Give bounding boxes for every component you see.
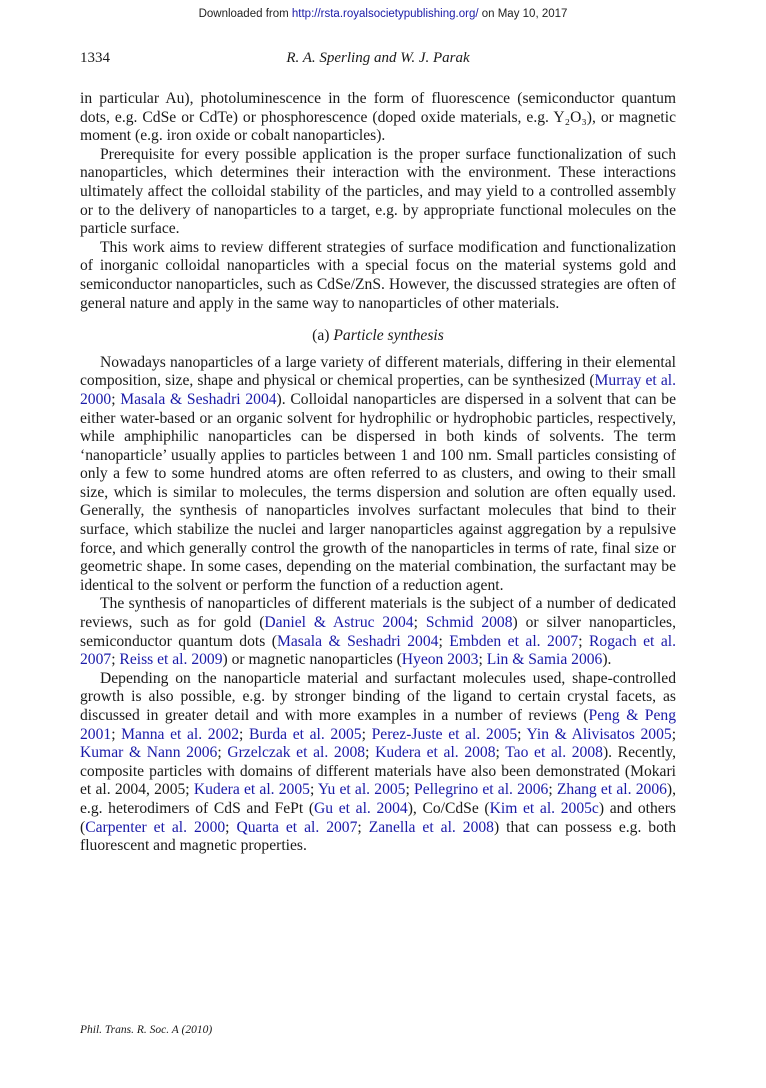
banner-url-link[interactable]: http://rsta.royalsocietypublishing.org/ — [291, 8, 479, 20]
text-run: ; — [357, 818, 369, 836]
text-run: ; — [438, 632, 450, 650]
text-run: ; — [365, 744, 376, 762]
citation-link[interactable]: Zhang et al. 2006 — [556, 781, 667, 799]
text-run: ). Recently, composite particles with domains of different materials have also been demonstrated (Mokari et al. 2004, 2005; — [80, 744, 676, 799]
text-run: ; — [495, 744, 506, 762]
section-label: (a) — [312, 327, 330, 345]
text-run: ; — [405, 781, 415, 799]
paragraph-1: in particular Au), photoluminescence in the form of fluorescence (semiconductor quantum dots, e.g. CdSe or CdTe) or phosphorescence (doped oxide materials, e.g. Y₂O₃), or magnetic moment (e.g. iron oxide or cobalt nanoparticles). — [80, 90, 676, 145]
text-run: ; — [517, 725, 527, 743]
citation-link[interactable]: Pellegrino et al. 2006 — [414, 781, 549, 799]
text-run: ; — [413, 614, 426, 632]
text-run: ). — [602, 651, 612, 669]
citation-link[interactable]: Kudera et al. 2005 — [193, 781, 310, 799]
page-number: 1334 — [80, 50, 110, 66]
citation-link[interactable]: Gu et al. 2004 — [314, 799, 408, 817]
citation-link[interactable]: Embden et al. 2007 — [449, 632, 579, 650]
text-run: ; — [309, 781, 318, 799]
text-run: ) that can possess e.g. both fluorescent and magnetic properties. — [80, 818, 677, 855]
text-run: ; — [671, 725, 677, 743]
section-heading — [80, 327, 676, 346]
citation-link[interactable]: Perez-Juste et al. 2005 — [371, 725, 518, 743]
section-title: Particle synthesis — [333, 327, 444, 345]
text-run: ) and others ( — [80, 799, 676, 836]
banner-suffix: on May 10, 2017 — [478, 8, 568, 20]
text-run: ; — [111, 651, 120, 669]
text-run: ; — [225, 818, 237, 836]
paragraph-4 — [80, 354, 676, 596]
text-run: ; — [111, 725, 122, 743]
paragraph-2: Prerequisite for every possible application is the proper surface functionalization of such nanoparticles, which determines their interaction with the environment. These interactions ultimately affect the colloidal stability of the particles, and may yield to a controlled assembly or to the delivery of nanoparticles to a target, e.g. by appropriate functional molecules on the particle surface. — [80, 145, 676, 238]
download-banner — [0, 8, 766, 20]
citation-link[interactable]: Schmid 2008 — [425, 614, 513, 632]
citation-link[interactable]: Manna et al. 2002 — [121, 725, 239, 743]
text-run: ; — [548, 781, 557, 799]
text-run: ) or silver nanoparticles, semiconductor quantum dots ( — [80, 614, 676, 650]
text-run: Nowadays nanoparticles of a large variety of different materials, differing in their elemental composition, size, shape and physical or chemical properties, can be synthesized ( — [80, 353, 676, 390]
text-run: The synthesis of nanoparticles of different materials is the subject of a number of dedicated reviews, such as for gold ( — [80, 595, 676, 632]
paragraph-3: This work aims to review different strategies of surface modification and functionalization of inorganic colloidal nanoparticles with a special focus on the material systems gold and semiconductor nanoparticles, such as CdSe/ZnS. However, the discussed strategies are often of general nature and apply in the same way to nanoparticles of other materials. — [80, 238, 676, 312]
citation-link[interactable]: Tao et al. 2008 — [505, 744, 603, 762]
citation-link[interactable]: Hyeon 2003 — [401, 651, 479, 669]
text-run: ), e.g. heterodimers of CdS and FePt ( — [80, 781, 677, 817]
citation-link[interactable]: Murray et al. 2000 — [80, 372, 676, 408]
article-body — [80, 90, 676, 856]
paragraph-5 — [80, 595, 676, 669]
text-run: ), Co/CdSe ( — [407, 799, 490, 817]
citation-link[interactable]: Yin & Alivisatos 2005 — [526, 725, 672, 743]
text-run: Depending on the nanoparticle material and surfactant molecules used, shape-controlled growth is also possible, e.g. by stronger binding of the ligand to certain crystal facets, as discussed in greater detail and with more examples in a number of reviews ( — [80, 669, 676, 724]
banner-prefix: Downloaded from — [198, 8, 292, 20]
text-run: ; — [239, 725, 249, 743]
citation-link[interactable]: Kumar & Nann 2006 — [80, 744, 218, 762]
citation-link[interactable]: Zanella et al. 2008 — [368, 818, 494, 836]
citation-link[interactable]: Kudera et al. 2008 — [375, 744, 496, 762]
text-run: ; — [478, 651, 487, 669]
citation-link[interactable]: Reiss et al. 2009 — [119, 651, 223, 669]
citation-link[interactable]: Carpenter et al. 2000 — [85, 818, 226, 836]
text-run: ; — [111, 390, 121, 408]
citation-link[interactable]: Lin & Samia 2006 — [486, 651, 603, 669]
citation-link[interactable]: Masala & Seshadri 2004 — [276, 632, 439, 650]
citation-link[interactable]: Daniel & Astruc 2004 — [264, 614, 414, 632]
running-authors: R. A. Sperling and W. J. Parak — [286, 50, 470, 66]
citation-link[interactable]: Kim et al. 2005c — [489, 799, 599, 817]
text-run: ) or magnetic nanoparticles ( — [222, 651, 402, 669]
citation-link[interactable]: Grzelczak et al. 2008 — [227, 744, 366, 762]
paragraph-6 — [80, 670, 676, 856]
text-run: ; — [361, 725, 372, 743]
citation-link[interactable]: Masala & Seshadri 2004 — [120, 390, 277, 408]
text-run: ; — [217, 744, 228, 762]
text-run: ). Colloidal nanoparticles are dispersed in a solvent that can be either water-based or an organic solvent for hydrophilic or hydrophobic particles, respectively, while amphiphilic nanoparticles can be dispersed in both kinds of solvents. The term ‘nanoparticle’ usually applies to particles between 1 and 100 nm. Small particles consisting of only a few to some hundred atoms are often referred to as clusters, and owing to their small size, which is similar to molecules, the terms dispersion and solution are often equally used. Generally, the synthesis of nanoparticles involves surfactant molecules that bind to their surface, which stabilize the nuclei and larger nanoparticles against aggregation by a repulsive force, and which generally control the growth of the nanoparticles in terms of rate, final size or geometric shape. In some cases, depending on the material combination, the surfactant may be identical to the solvent or perform the function of a reduction agent. — [80, 390, 676, 594]
citation-link[interactable]: Quarta et al. 2007 — [236, 818, 358, 836]
citation-link[interactable]: Burda et al. 2005 — [248, 725, 362, 743]
citation-link[interactable]: Peng & Peng 2001 — [80, 707, 676, 743]
citation-link[interactable]: Yu et al. 2005 — [317, 781, 406, 799]
journal-footer: Phil. Trans. R. Soc. A (2010) — [80, 1024, 213, 1036]
citation-link[interactable]: Rogach et al. 2007 — [80, 632, 677, 669]
text-run: ; — [578, 632, 590, 650]
